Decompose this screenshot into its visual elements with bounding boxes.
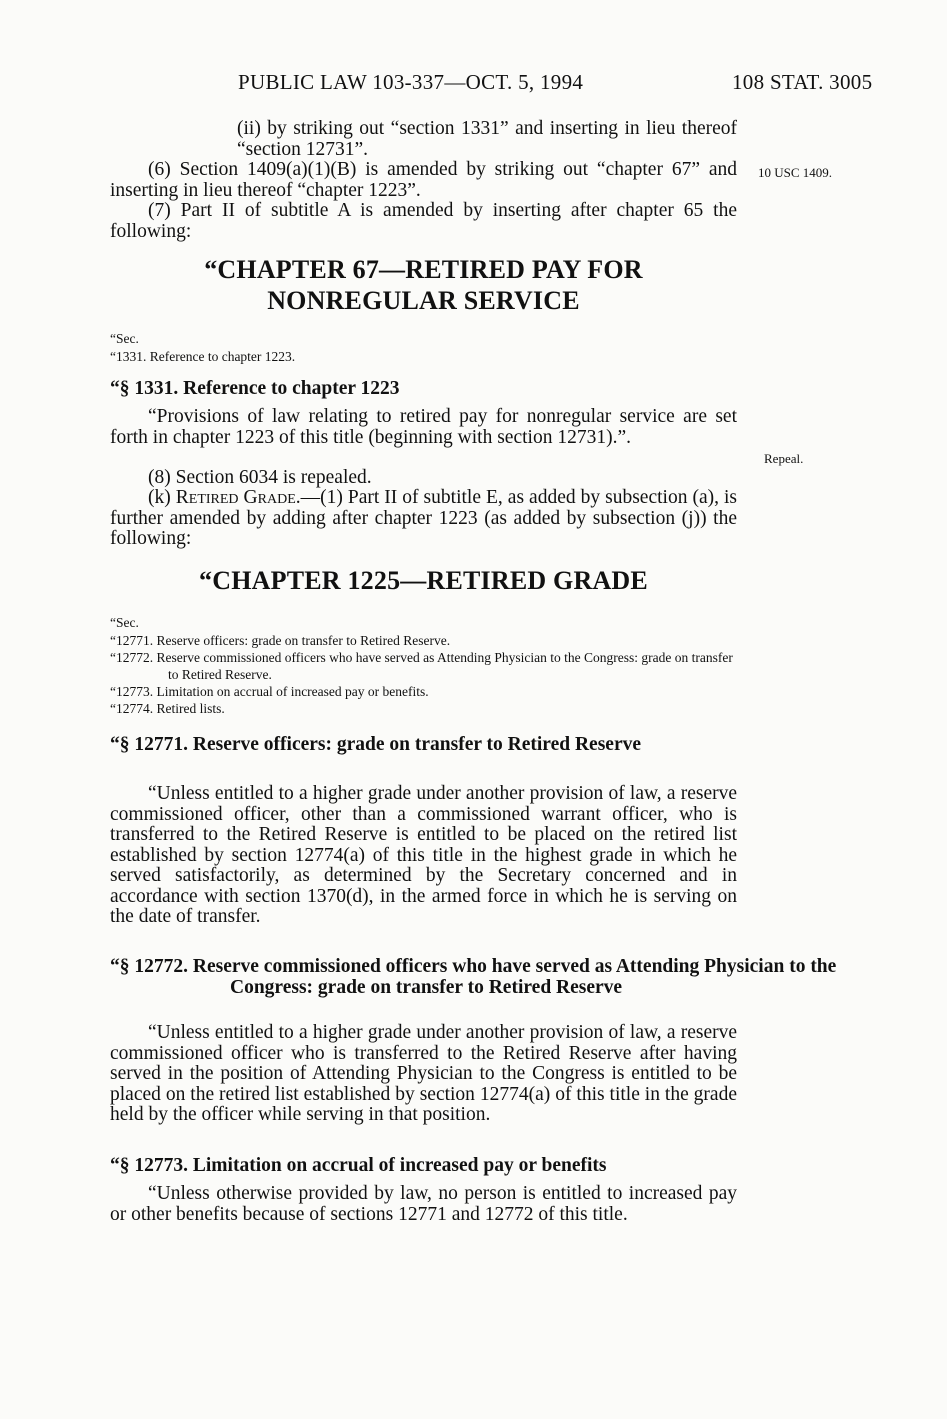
running-header-law: PUBLIC LAW 103-337—OCT. 5, 1994	[238, 70, 584, 94]
toc-item: “12771. Reserve officers: grade on transfer to Retired Reserve.	[110, 633, 451, 648]
section-12772-heading	[110, 957, 857, 998]
section-12772-text: “Unless entitled to a higher grade under another provision of law, a reserve commissioned officer who is transferred to the Retired Reserve after having served in the position of Attending Physician to the Congress is entitled to be placed on the retired list established by section 12774(a) of this title in the grade held by the officer while serving in that position.	[110, 1022, 737, 1125]
paragraph-k-caption: Retired Grade.	[175, 487, 301, 508]
paragraph-8	[110, 468, 737, 489]
section-12773-body	[110, 1184, 737, 1225]
toc-item: “12774. Retired lists.	[110, 701, 225, 716]
toc-item: “1331. Reference to chapter 1223.	[110, 349, 296, 364]
section-12773-text: “Unless otherwise provided by law, no person is entitled to increased pay or other benefits because of sections 12771 and 12772 of this title.	[110, 1183, 737, 1225]
paragraph-6-text: (6) Section 1409(a)(1)(B) is amended by striking out “chapter 67” and inserting in lieu thereof “chapter 1223”.	[110, 159, 737, 201]
section-1331-heading: “§ 1331. Reference to chapter 1223	[110, 378, 400, 399]
paragraph-k-text	[110, 488, 737, 550]
chapter-1225-toc	[110, 614, 737, 717]
paragraph-ii-text: (ii) by striking out “section 1331” and inserting in lieu thereof “section 12731”.	[237, 118, 737, 160]
paragraph-k	[110, 488, 737, 550]
chapter-1225-title: “CHAPTER 1225—RETIRED GRADE	[199, 566, 648, 595]
paragraph-6	[110, 160, 737, 201]
toc-item: “12773. Limitation on accrual of increased pay or benefits.	[110, 684, 429, 699]
section-12773-heading: “§ 12773. Limitation on accrual of increased pay or benefits	[110, 1155, 607, 1176]
section-1331-body	[110, 407, 737, 448]
toc-sec-label: “Sec.	[110, 615, 139, 630]
section-12772-number: “§ 12772.	[110, 956, 188, 977]
section-12772-body	[110, 1023, 737, 1126]
section-12771-body	[110, 784, 737, 928]
section-12771-text: “Unless entitled to a higher grade under another provision of law, a reserve commissioned officer, other than a commissioned warrant officer, who is transferred to the Retired Reserve is entitled to be placed on the retired list established by section 12774(a) of this title in the highest grade in which he served satisfactorily, as determined by the Secretary concerned and in accordance with section 1370(d), in the armed force in which he is serving on the date of transfer.	[110, 783, 737, 927]
paragraph-8-text: (8) Section 6034 is repealed.	[148, 467, 372, 488]
paragraph-7-text: (7) Part II of subtitle A is amended by inserting after chapter 65 the following:	[110, 200, 737, 242]
section-12771-heading	[110, 735, 857, 756]
toc-sec-label: “Sec.	[110, 331, 139, 346]
section-12772-title: Reserve commissioned officers who have served as Attending Physician to the Congress: grade on transfer to Retired Reserve	[192, 956, 837, 998]
chapter-67-title-line1: “CHAPTER 67—RETIRED PAY FOR	[204, 255, 643, 284]
chapter-67-title	[110, 254, 737, 316]
margin-note-usc: 10 USC 1409.	[758, 165, 833, 180]
chapter-67-title-line2: NONREGULAR SERVICE	[267, 286, 580, 315]
paragraph-k-lead: (k)	[148, 487, 176, 508]
running-header-stat: 108 STAT. 3005	[732, 70, 873, 94]
section-12771-number: “§ 12771.	[110, 734, 188, 755]
paragraph-7	[110, 201, 737, 242]
section-12771-title: Reserve officers: grade on transfer to Retired Reserve	[192, 734, 642, 755]
toc-item: “12772. Reserve commissioned officers who have served as Attending Physician to the Congress: grade on transfer to Retired Reserve.	[110, 650, 733, 682]
section-1331-text: “Provisions of law relating to retired pay for nonregular service are set forth in chapter 1223 of this title (beginning with section 12731).”.	[110, 406, 737, 448]
margin-note-repeal: Repeal.	[764, 451, 804, 466]
paragraph-k-rest: —(1) Part II of subtitle E, as added by subsection (a), is further amended by adding after chapter 1223 (as added by subsection (j)) the following:	[110, 487, 738, 549]
paragraph-ii	[110, 119, 737, 160]
chapter-67-toc	[110, 330, 737, 365]
